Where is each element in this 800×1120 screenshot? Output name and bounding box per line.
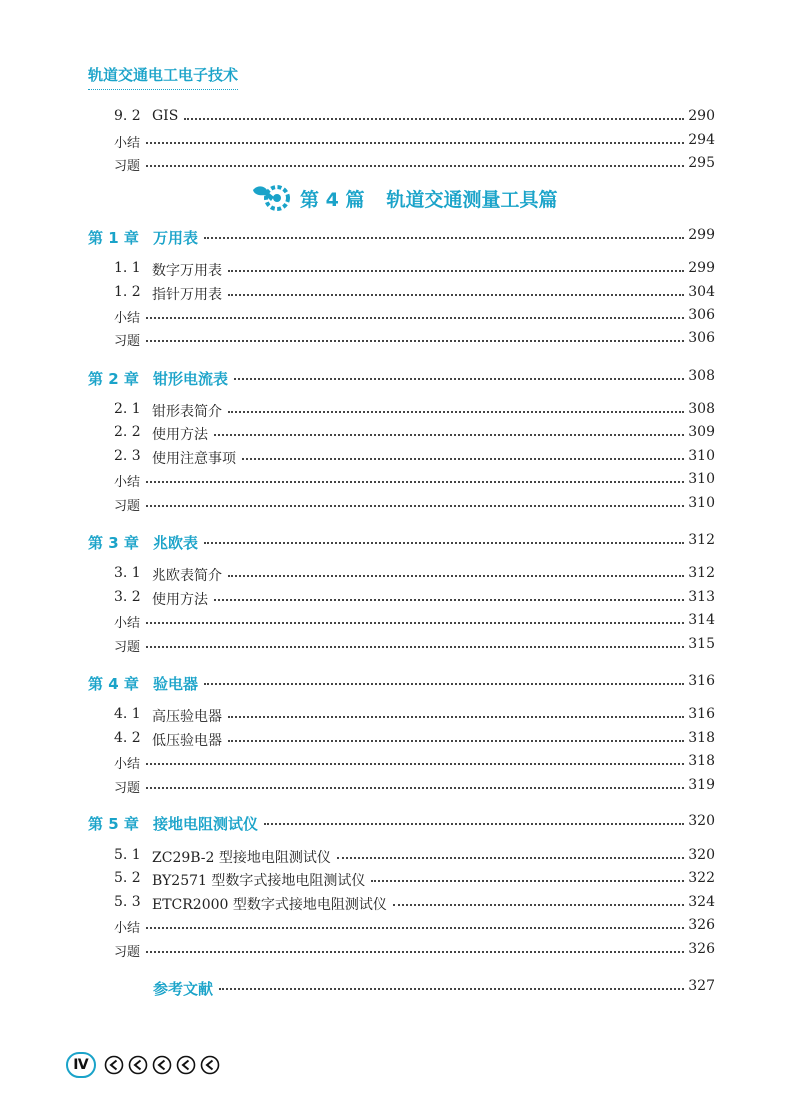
toc-entry-title: 习题 bbox=[114, 334, 141, 349]
toc-entry-title: 兆欧表 bbox=[153, 534, 199, 552]
toc-section-entry[interactable] bbox=[0, 399, 800, 421]
toc-entry-page: 326 bbox=[688, 917, 715, 933]
toc-entry-number: 第 4 章 bbox=[88, 675, 139, 693]
toc-entry-page: 322 bbox=[688, 870, 715, 886]
toc-entry-title: 接地电阻测试仪 bbox=[153, 815, 259, 833]
toc-entry-page: 316 bbox=[688, 706, 715, 722]
toc-minor-entry[interactable] bbox=[0, 610, 800, 632]
toc-entry-title: 习题 bbox=[114, 499, 141, 514]
toc-section-entry[interactable] bbox=[0, 728, 800, 750]
toc-entry-number: 1. 1 bbox=[114, 260, 141, 276]
toc-entry-number: 2. 3 bbox=[114, 448, 141, 464]
toc-minor-entry[interactable] bbox=[0, 493, 800, 515]
toc-dot-leader bbox=[146, 646, 684, 648]
toc-entry-page: 318 bbox=[688, 753, 715, 769]
toc-entry-number: 5. 1 bbox=[114, 847, 141, 863]
toc-entry-page: 304 bbox=[688, 284, 715, 300]
toc-entry-title: 小结 bbox=[114, 616, 141, 631]
toc-entry-page: 295 bbox=[688, 155, 715, 171]
toc-dot-leader bbox=[371, 880, 684, 882]
toc-entry-page: 310 bbox=[688, 448, 715, 464]
toc-minor-entry[interactable] bbox=[0, 751, 800, 773]
toc-entry-title: 低压验电器 bbox=[152, 733, 222, 749]
toc-entry-title: 小结 bbox=[114, 921, 141, 936]
toc-dot-leader bbox=[204, 542, 684, 544]
toc-dot-leader bbox=[146, 317, 684, 319]
toc-section-entry[interactable] bbox=[0, 845, 800, 867]
toc-dot-leader bbox=[146, 787, 684, 789]
toc-entry-title: ZC29B-2 型接地电阻测试仪 bbox=[152, 850, 331, 866]
toc-dot-leader bbox=[337, 857, 684, 859]
toc-dot-leader bbox=[228, 411, 684, 413]
toc-entry-title: 习题 bbox=[114, 781, 141, 796]
toc-entry-number: 第 3 章 bbox=[88, 534, 139, 552]
toc-entry-title: 习题 bbox=[114, 945, 141, 960]
toc-entry-page: 319 bbox=[688, 777, 715, 793]
toc-entry-number: 9. 2 bbox=[114, 108, 141, 124]
toc-entry-page: 290 bbox=[688, 108, 715, 124]
toc-entry-page: 310 bbox=[688, 471, 715, 487]
toc-dot-leader bbox=[219, 988, 684, 990]
toc-entry-page: 327 bbox=[688, 978, 715, 994]
toc-minor-entry[interactable] bbox=[0, 130, 800, 152]
toc-entry-title: 小结 bbox=[114, 311, 141, 326]
toc-minor-entry[interactable] bbox=[0, 469, 800, 491]
part-title: 轨道交通测量工具篇 bbox=[386, 188, 558, 211]
toc-entry-title: 习题 bbox=[114, 159, 141, 174]
left-arrow-circle-icon bbox=[176, 1055, 196, 1075]
toc-entry-title: 小结 bbox=[114, 136, 141, 151]
toc-entry-page: 306 bbox=[688, 330, 715, 346]
toc-entry-title: 数字万用表 bbox=[152, 263, 222, 279]
toc-dot-leader bbox=[393, 904, 684, 906]
toc-entry-number: 5. 3 bbox=[114, 894, 141, 910]
toc-entry-title: BY2571 型数字式接地电阻测试仪 bbox=[152, 873, 366, 889]
toc-dot-leader bbox=[146, 951, 684, 953]
toc-entry-page: 326 bbox=[688, 941, 715, 957]
toc-section-entry[interactable] bbox=[0, 563, 800, 585]
toc-entry-title: 使用方法 bbox=[152, 427, 208, 443]
toc-dot-leader bbox=[228, 294, 684, 296]
part-heading bbox=[250, 180, 557, 216]
toc-dot-leader bbox=[204, 237, 684, 239]
toc-section-entry[interactable] bbox=[0, 258, 800, 280]
toc-entry-title: 小结 bbox=[114, 757, 141, 772]
toc-minor-entry[interactable] bbox=[0, 328, 800, 350]
toc-section-entry[interactable] bbox=[0, 892, 800, 914]
part-label: 第 4 篇 bbox=[300, 188, 365, 211]
toc-entry-page: 314 bbox=[688, 612, 715, 628]
running-head: 轨道交通电工电子技术 bbox=[88, 64, 238, 90]
toc-section-entry[interactable] bbox=[0, 106, 800, 128]
toc-minor-entry[interactable] bbox=[0, 305, 800, 327]
left-arrow-circle-icon bbox=[152, 1055, 172, 1075]
toc-entry-number: 2. 2 bbox=[114, 424, 141, 440]
toc-entry-title: 钳形电流表 bbox=[153, 370, 229, 388]
toc-dot-leader bbox=[214, 599, 684, 601]
toc-entry-number: 5. 2 bbox=[114, 870, 141, 886]
toc-dot-leader bbox=[228, 716, 684, 718]
toc-dot-leader bbox=[184, 118, 684, 120]
toc-dot-leader bbox=[146, 505, 684, 507]
toc-entry-page: 320 bbox=[688, 813, 715, 829]
toc-minor-entry[interactable] bbox=[0, 634, 800, 656]
toc-entry-title: GIS bbox=[152, 108, 179, 124]
toc-section-entry[interactable] bbox=[0, 704, 800, 726]
toc-entry-page: 312 bbox=[688, 565, 715, 581]
page-footer bbox=[66, 1052, 224, 1078]
toc-dot-leader bbox=[146, 927, 684, 929]
toc-entry-title: 使用方法 bbox=[152, 592, 208, 608]
toc-entry-page: 324 bbox=[688, 894, 715, 910]
toc-entry-number: 4. 2 bbox=[114, 730, 141, 746]
toc-entry-title: 钳形表简介 bbox=[152, 404, 222, 420]
toc-section-entry[interactable] bbox=[0, 587, 800, 609]
toc-entry-number: 1. 2 bbox=[114, 284, 141, 300]
toc-section-entry[interactable] bbox=[0, 868, 800, 890]
toc-entry-title: 万用表 bbox=[153, 229, 199, 247]
toc-chapter-entry[interactable] bbox=[0, 811, 800, 833]
toc-section-entry[interactable] bbox=[0, 446, 800, 468]
toc-entry-title: 高压验电器 bbox=[152, 709, 222, 725]
toc-entry-title: 兆欧表简介 bbox=[152, 568, 222, 584]
page-number-badge: Ⅳ bbox=[66, 1052, 96, 1078]
toc-entry-page: 308 bbox=[688, 401, 715, 417]
toc-section-entry[interactable] bbox=[0, 282, 800, 304]
toc-minor-entry[interactable] bbox=[0, 775, 800, 797]
toc-entry-number: 3. 2 bbox=[114, 589, 141, 605]
toc-dot-leader bbox=[146, 340, 684, 342]
toc-dot-leader bbox=[146, 763, 684, 765]
left-arrow-circle-icon bbox=[200, 1055, 220, 1075]
toc-dot-leader bbox=[242, 458, 684, 460]
toc-entry-title: 习题 bbox=[114, 640, 141, 655]
toc-entry-page: 312 bbox=[688, 532, 715, 548]
toc-dot-leader bbox=[146, 142, 684, 144]
toc-section-entry[interactable] bbox=[0, 422, 800, 444]
toc-dot-leader bbox=[228, 740, 684, 742]
toc-chapter-entry[interactable] bbox=[0, 225, 800, 247]
toc-minor-entry[interactable] bbox=[0, 915, 800, 937]
toc-dot-leader bbox=[234, 378, 684, 380]
toc-dot-leader bbox=[228, 270, 684, 272]
toc-dot-leader bbox=[228, 575, 684, 577]
toc-entry-page: 320 bbox=[688, 847, 715, 863]
toc-entry-title: 使用注意事项 bbox=[152, 451, 236, 467]
toc-entry-page: 309 bbox=[688, 424, 715, 440]
toc-entry-number: 2. 1 bbox=[114, 401, 141, 417]
toc-entry-title: 验电器 bbox=[153, 675, 199, 693]
toc-dot-leader bbox=[146, 622, 684, 624]
toc-dot-leader bbox=[214, 434, 684, 436]
toc-entry-number: 第 2 章 bbox=[88, 370, 139, 388]
toc-entry-page: 306 bbox=[688, 307, 715, 323]
toc-minor-entry[interactable] bbox=[0, 153, 800, 175]
toc-entry-page: 308 bbox=[688, 368, 715, 384]
toc-dot-leader bbox=[146, 481, 684, 483]
toc-chapter-entry[interactable] bbox=[0, 976, 800, 998]
toc-entry-number: 3. 1 bbox=[114, 565, 141, 581]
toc-entry-page: 315 bbox=[688, 636, 715, 652]
toc-entry-page: 316 bbox=[688, 673, 715, 689]
left-arrow-circle-icon bbox=[128, 1055, 148, 1075]
toc-entry-number: 4. 1 bbox=[114, 706, 141, 722]
toc-entry-page: 299 bbox=[688, 260, 715, 276]
toc-entry-page: 313 bbox=[688, 589, 715, 605]
toc-entry-title: ETCR2000 型数字式接地电阻测试仪 bbox=[152, 897, 387, 913]
toc-entry-title: 参考文献 bbox=[153, 980, 214, 998]
wrench-gear-icon bbox=[250, 180, 294, 216]
toc-entry-title: 小结 bbox=[114, 475, 141, 490]
toc-minor-entry[interactable] bbox=[0, 939, 800, 961]
toc-entry-page: 294 bbox=[688, 132, 715, 148]
toc-chapter-entry[interactable] bbox=[0, 366, 800, 388]
toc-entry-page: 299 bbox=[688, 227, 715, 243]
toc-entry-title: 指针万用表 bbox=[152, 287, 222, 303]
toc-entry-page: 318 bbox=[688, 730, 715, 746]
toc-dot-leader bbox=[204, 683, 684, 685]
left-arrow-circle-icon bbox=[104, 1055, 124, 1075]
toc-dot-leader bbox=[146, 165, 684, 167]
toc-entry-page: 310 bbox=[688, 495, 715, 511]
toc-chapter-entry[interactable] bbox=[0, 671, 800, 693]
toc-chapter-entry[interactable] bbox=[0, 530, 800, 552]
toc-dot-leader bbox=[264, 823, 684, 825]
toc-entry-number: 第 1 章 bbox=[88, 229, 139, 247]
toc-entry-number: 第 5 章 bbox=[88, 815, 139, 833]
